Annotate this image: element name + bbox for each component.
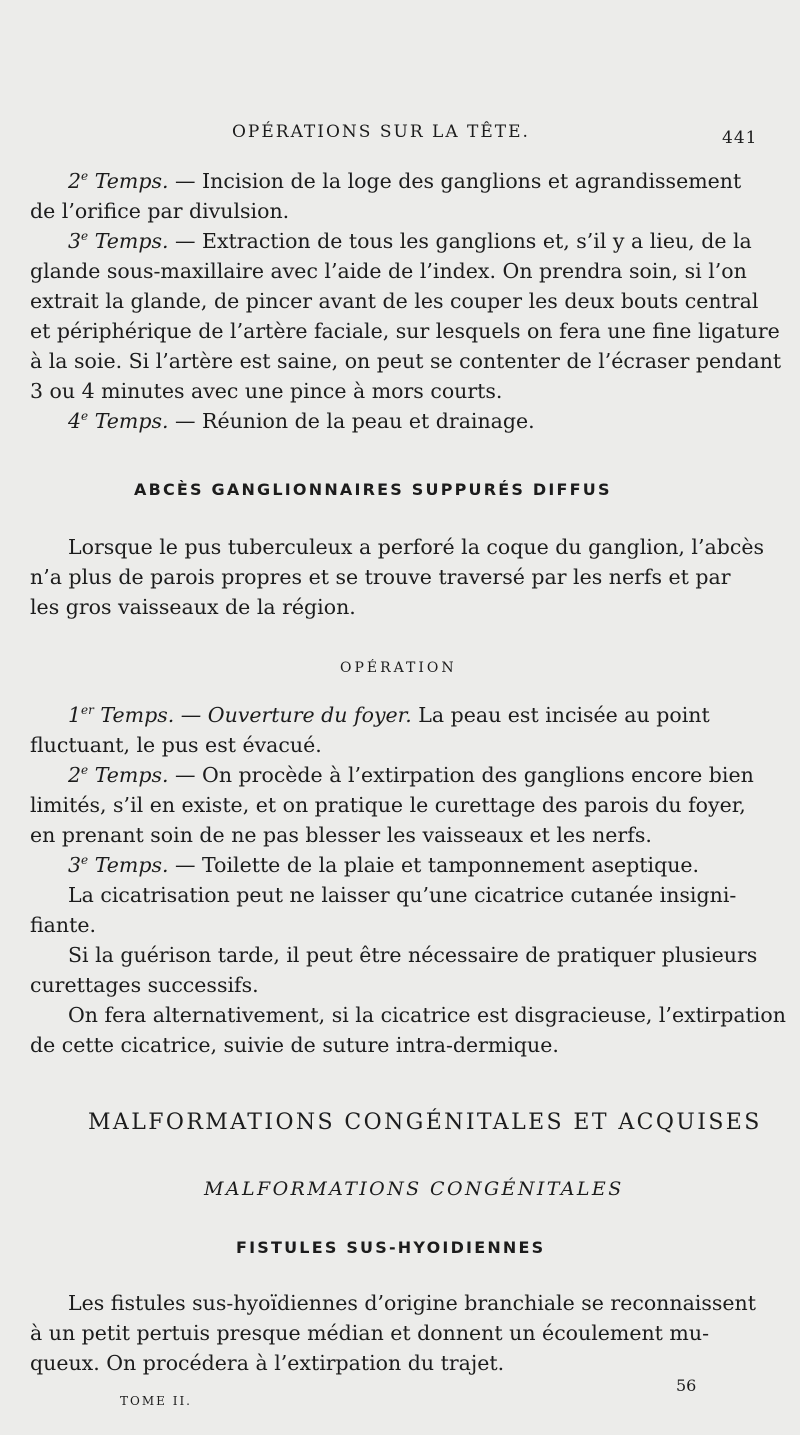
temps-3b-line: 3e Temps. — Toilette de la plaie et tamponnement aseptique.: [68, 853, 700, 877]
footer-volume: TOME II.: [120, 1394, 192, 1408]
temps-2-line: 2e Temps. — Incision de la loge des ganglions et agrandissement: [68, 169, 742, 193]
temps-2b-label: Temps.: [94, 763, 169, 787]
heading-abces: ABCÈS GANGLIONNAIRES SUPPURÉS DIFFUS: [134, 480, 612, 499]
text-line: Les fistules sus-hyoïdiennes d’origine branchiale se reconnaissent: [68, 1291, 756, 1315]
temps-1-text: La peau est incisée au point: [411, 703, 710, 727]
text-line: et périphérique de l’artère faciale, sur lesquels on fera une fine ligature: [30, 319, 780, 343]
abces-paragraph: [30, 532, 764, 622]
text-line: fiante.: [30, 913, 96, 937]
heading-malformations-congenitales: MALFORMATIONS CONGÉNITALES: [204, 1178, 624, 1200]
text-line: curettages successifs.: [30, 973, 259, 997]
text-line: à un petit pertuis presque médian et donnent un écoulement mu-: [30, 1321, 710, 1345]
text-line: en prenant soin de ne pas blesser les vaisseaux et les nerfs.: [30, 823, 652, 847]
temps-2-cont: de l’orifice par divulsion.: [30, 199, 290, 223]
heading-operation: OPÉRATION: [340, 660, 457, 676]
temps-2b-line: 2e Temps. — On procède à l’extirpation des ganglions encore bien: [68, 763, 754, 787]
text-line: fluctuant, le pus est évacué.: [30, 733, 322, 757]
text-line: queux. On procédera à l’extirpation du trajet.: [30, 1351, 505, 1375]
text-line: de cette cicatrice, suivie de suture intra-dermique.: [30, 1033, 559, 1057]
temps-4-label: Temps.: [94, 409, 169, 433]
temps-3-line: 3e Temps. — Extraction de tous les ganglions et, s’il y a lieu, de la: [68, 229, 752, 253]
temps-4-text: — Réunion de la peau et drainage.: [168, 409, 535, 433]
temps-3-label: Temps.: [94, 229, 169, 253]
running-title: OPÉRATIONS SUR LA TÊTE.: [232, 122, 530, 142]
temps-2-text: — Incision de la loge des ganglions et agrandissement: [168, 169, 742, 193]
temps-2-number: 2: [68, 169, 82, 193]
page-number: 441: [722, 128, 758, 148]
text-line: glande sous-maxillaire avec l’aide de l’index. On prendra soin, si l’on: [30, 259, 747, 283]
heading-malformations: MALFORMATIONS CONGÉNITALES ET ACQUISES: [88, 1110, 762, 1135]
temps-2b-text: — On procède à l’extirpation des ganglions encore bien: [168, 763, 754, 787]
temps-4-line: 4e Temps. — Réunion de la peau et drainage.: [68, 409, 535, 433]
text-line: La cicatrisation peut ne laisser qu’une cicatrice cutanée insigni-: [68, 883, 737, 907]
temps-3-text: — Extraction de tous les ganglions et, s’il y a lieu, de la: [168, 229, 752, 253]
text-line: extrait la glande, de pincer avant de les couper les deux bouts central: [30, 289, 759, 313]
footer-signature: 56: [676, 1376, 697, 1395]
heading-fistules: FISTULES SUS-HYOIDIENNES: [236, 1238, 546, 1257]
text-line: limités, s’il en existe, et on pratique le curettage des parois du foyer,: [30, 793, 746, 817]
temps-3b-label: Temps.: [94, 853, 169, 877]
operation-paragraphs: [30, 700, 786, 1060]
temps-3b-text: — Toilette de la plaie et tamponnement aseptique.: [168, 853, 700, 877]
section1-paragraphs: [30, 166, 782, 436]
temps-2-label: Temps.: [94, 169, 169, 193]
temps-1-line: 1er Temps. — Ouverture du foyer. La peau est incisée au point: [68, 703, 710, 727]
fistules-paragraph: [30, 1288, 760, 1378]
text-line: à la soie. Si l’artère est saine, on peut se contenter de l’écraser pendant: [30, 349, 782, 373]
text-line: n’a plus de parois propres et se trouve traversé par les nerfs et par: [30, 565, 731, 589]
text-line: On fera alternativement, si la cicatrice est disgracieuse, l’extirpation: [68, 1003, 786, 1027]
text-line: 3 ou 4 minutes avec une pince à mors courts.: [30, 379, 503, 403]
text-line: Si la guérison tarde, il peut être nécessaire de pratiquer plusieurs: [68, 943, 758, 967]
temps-1-label: Temps. — Ouverture du foyer.: [100, 703, 412, 727]
text-line: les gros vaisseaux de la région.: [30, 595, 356, 619]
text-line: Lorsque le pus tuberculeux a perforé la coque du ganglion, l’abcès: [68, 535, 764, 559]
